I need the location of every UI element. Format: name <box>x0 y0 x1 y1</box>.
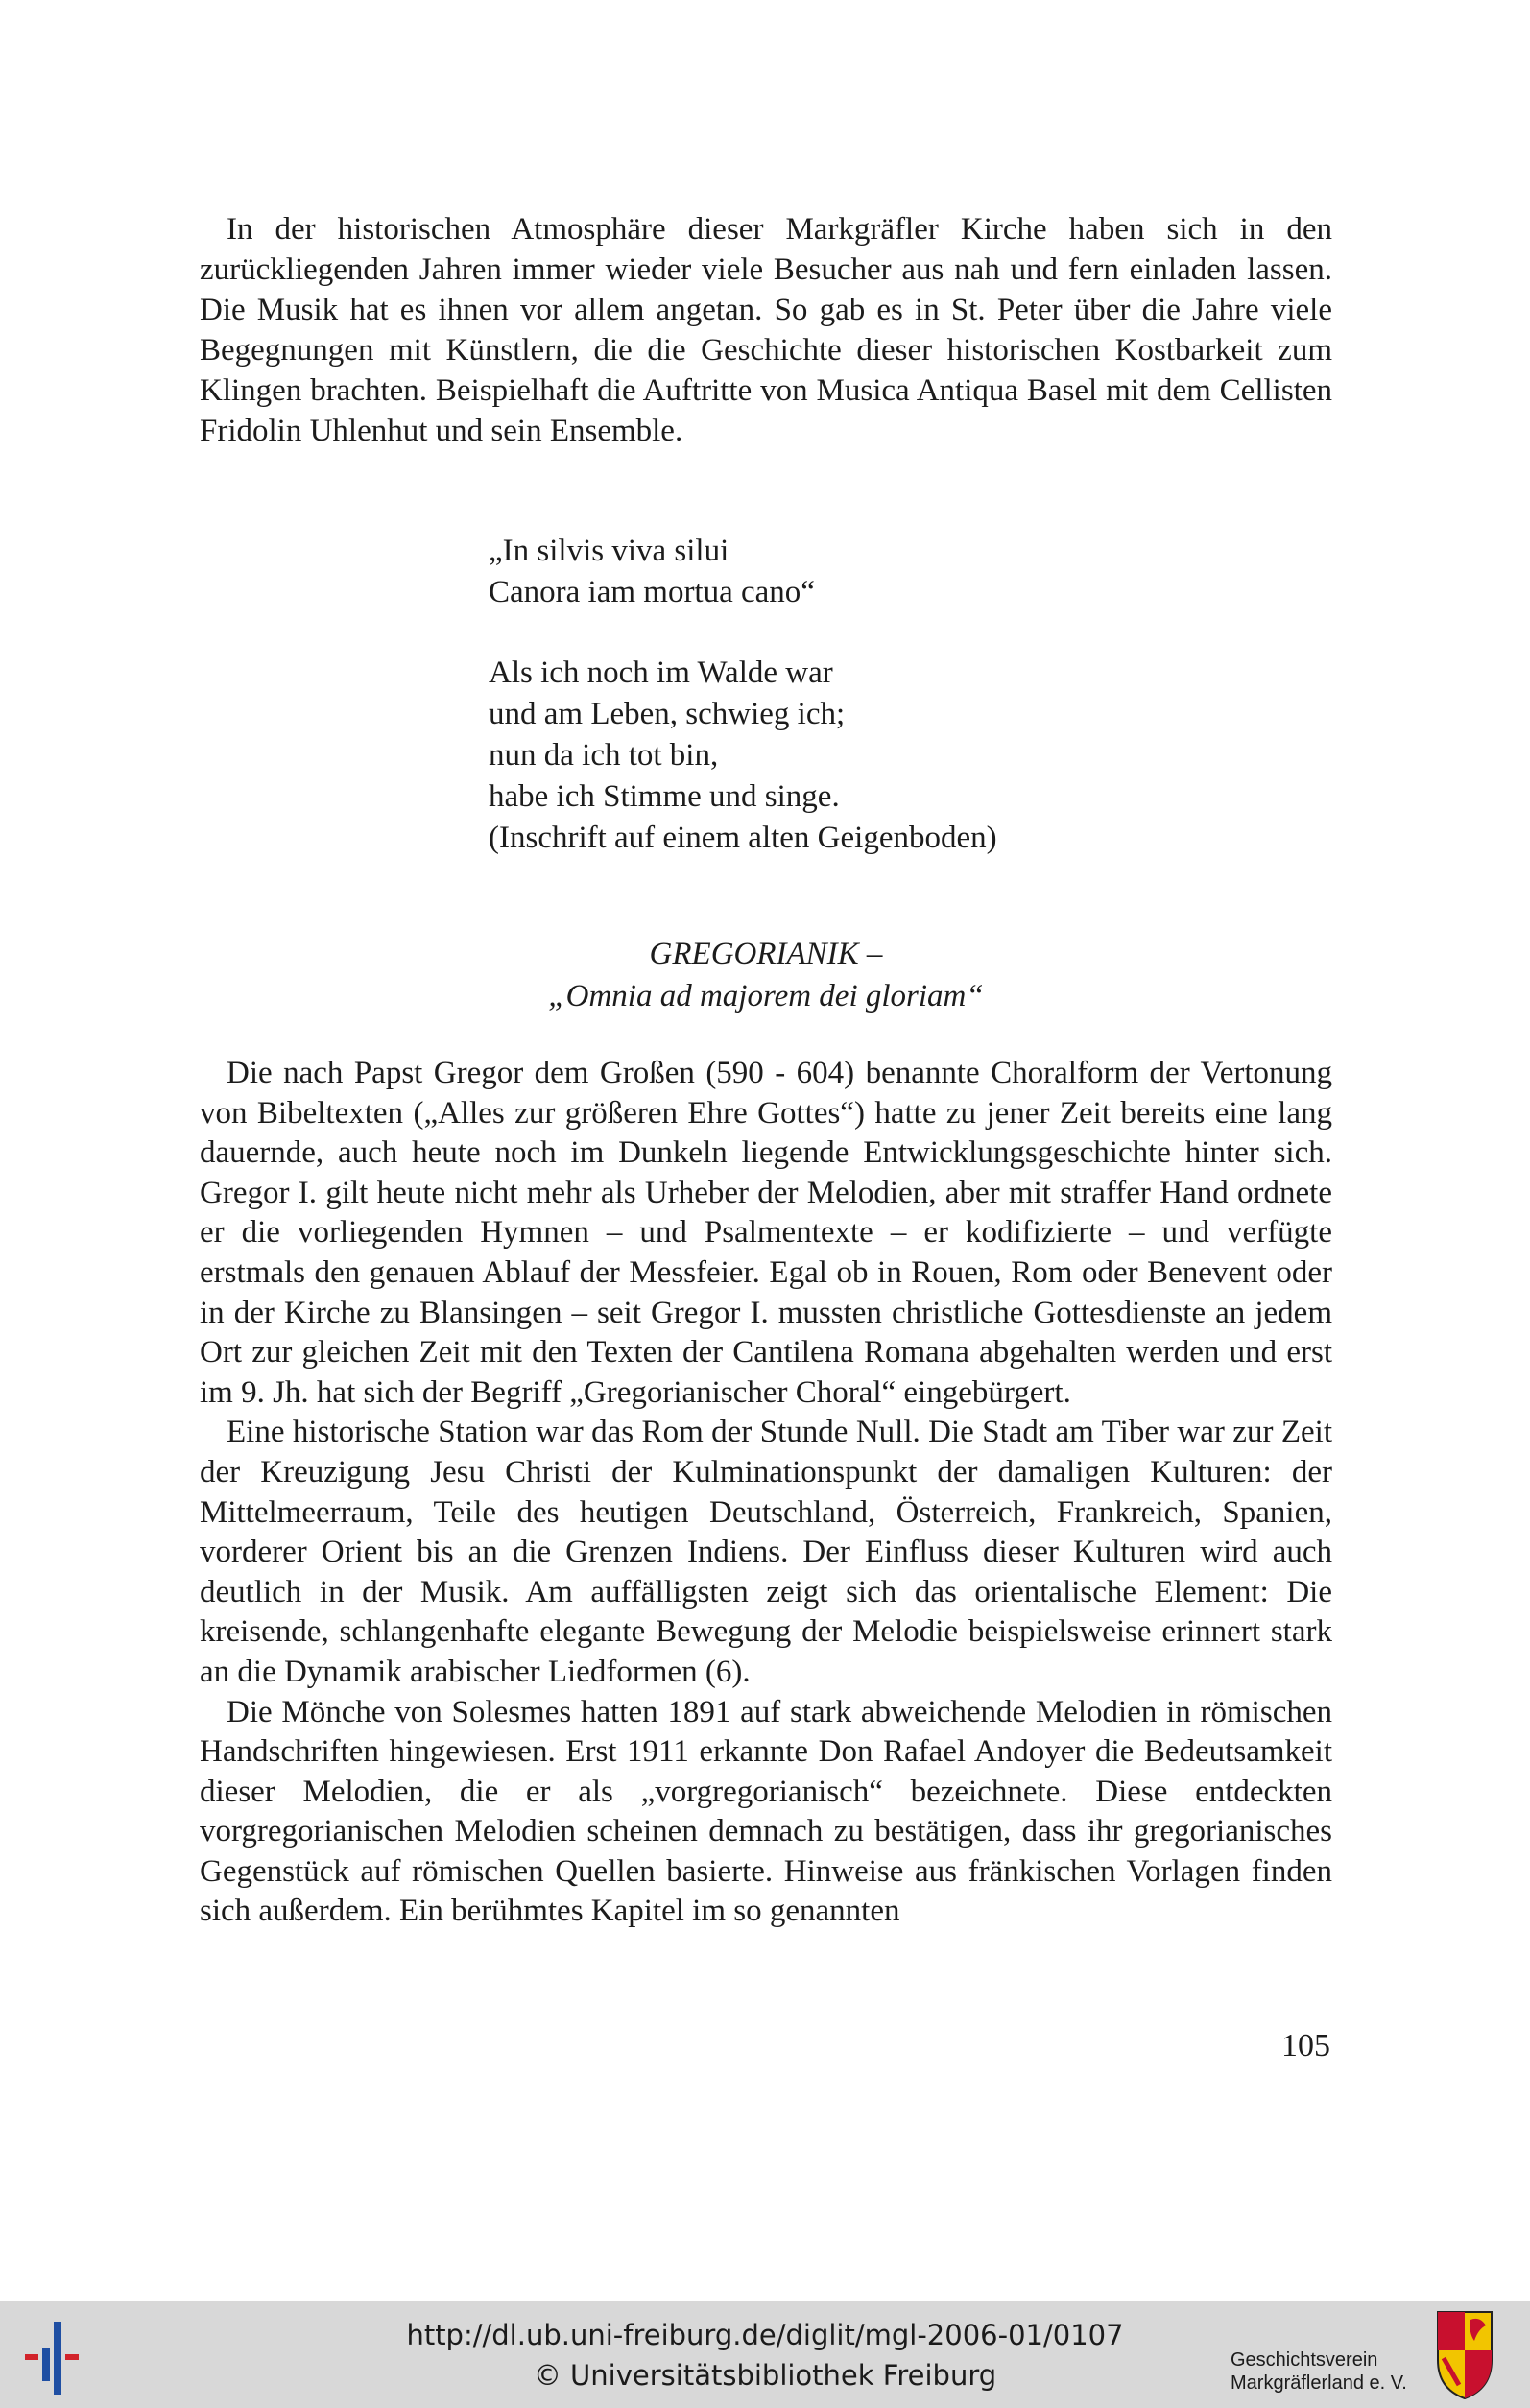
poem-german-line: nun da ich tot bin, <box>489 738 719 773</box>
intro-paragraph-block <box>200 209 1332 451</box>
poem-german-line: und am Leben, schwieg ich; <box>489 697 846 731</box>
footer-url-line <box>0 2318 1530 2352</box>
footer-copyright: © Universitätsbibliothek Freiburg <box>533 2359 997 2392</box>
body-paragraph: Eine historische Station war das Rom der Stunde Null. Die Stadt am Tiber war zur Zeit der Kreuzigung Jesu Christi der Kulminationspunkt der damaligen Kulturen: der Mittelmeerraum, Teile des heutigen Deutschland, Österreich, Frankreich, Spanien, vorderer Orient bis an die Grenzen Indiens. Der Einfluss dieser Kulturen wird auch deutlich in der Musik. Am auffälligsten zeigt sich das orientalische Element: Die kreisende, schlangenhafte elegante Bewegung der Melodie beispielsweise erinnert stark an die Dynamik arabischer Liedformen (6). <box>200 1415 1332 1689</box>
body-paragraph: Die Mönche von Solesmes hatten 1891 auf stark abweichende Melodien in römischen Handschriften hingewiesen. Erst 1911 erkannte Don Rafael Andoyer die Bedeutsamkeit dieser Melodien, die er als „vorgregorianisch“ bezeichnete. Diese entdeckten vorgregorianischen Melodien scheinen demnach zu bestätigen, dass ihr gregorianisches Gegenstück auf römischen Quellen basierte. Hinweise aus fränkischen Vorlagen finden sich außerdem. Ein berühmtes Kapitel im so genannten <box>200 1694 1332 1929</box>
body-paragraph: Die nach Papst Gregor dem Großen (590 - 604) benannte Choralform der Vertonung von Bibeltexten („Alles zur größeren Ehre Gottes“) hatte zu jener Zeit bereits eine lang dauernde, auch heute noch im Dunkeln liegende Entwicklungsgeschichte hinter sich. Gregor I. gilt heute nicht mehr als Urheber der Melodien, aber mit straffer Hand ordnete er die vorliegenden Hymnen – und Psalmentexte – er kodifizierte – und verfügte erstmals den genauen Ablauf der Messfeier. Egal ob in Rouen, Rom oder Benevent oder in der Kirche zu Blansingen – seit Gregor I. mussten christliche Gottesdienste an jedem Ort zur gleichen Zeit mit den Texten der Cantilena Romana abgehalten werden und erst im 9. Jh. hat sich der Begriff „Gregorianischer Choral“ eingebürgert. <box>200 1056 1332 1410</box>
footer-organization <box>1231 2348 1442 2395</box>
permalink-link[interactable]: http://dl.ub.uni-freiburg.de/diglit/mgl-2006-01/0107 <box>406 2319 1124 2351</box>
org-name-line: Geschichtsverein <box>1231 2349 1378 2371</box>
body-text <box>200 1054 1332 1932</box>
poem-german-line: habe ich Stimme und singe. <box>489 779 840 814</box>
footer-bar <box>0 2301 1530 2408</box>
poem-block <box>489 531 1160 859</box>
coat-of-arms-icon <box>1436 2308 1494 2400</box>
poem-latin-line: Canora iam mortua cano“ <box>489 575 815 609</box>
section-subtitle: „Omnia ad majorem dei gloriam“ <box>548 979 984 1013</box>
page-number: 105 <box>1281 2028 1330 2063</box>
section-title: GREGORIANIK – <box>649 937 883 971</box>
intro-paragraph: In der historischen Atmosphäre dieser Markgräfler Kirche haben sich in den zurückliegenden Jahren immer wieder viele Besucher aus nah und fern einladen lassen. Die Musik hat es ihnen vor allem angetan. So gab es in St. Peter über die Jahre viele Begegnungen mit Künstlern, die die Geschichte dieser historischen Kostbarkeit zum Klingen brachten. Beispielhaft die Auftritte von Musica Antiqua Basel mit dem Cellisten Fridolin Uhlenhut und sein Ensemble. <box>200 212 1332 448</box>
poem-source-line: (Inschrift auf einem alten Geigenboden) <box>489 821 997 855</box>
org-name-line: Markgräflerland e. V. <box>1231 2372 1407 2394</box>
poem-latin-line: „In silvis viva silui <box>489 534 729 568</box>
poem-german-line: Als ich noch im Walde war <box>489 656 833 690</box>
